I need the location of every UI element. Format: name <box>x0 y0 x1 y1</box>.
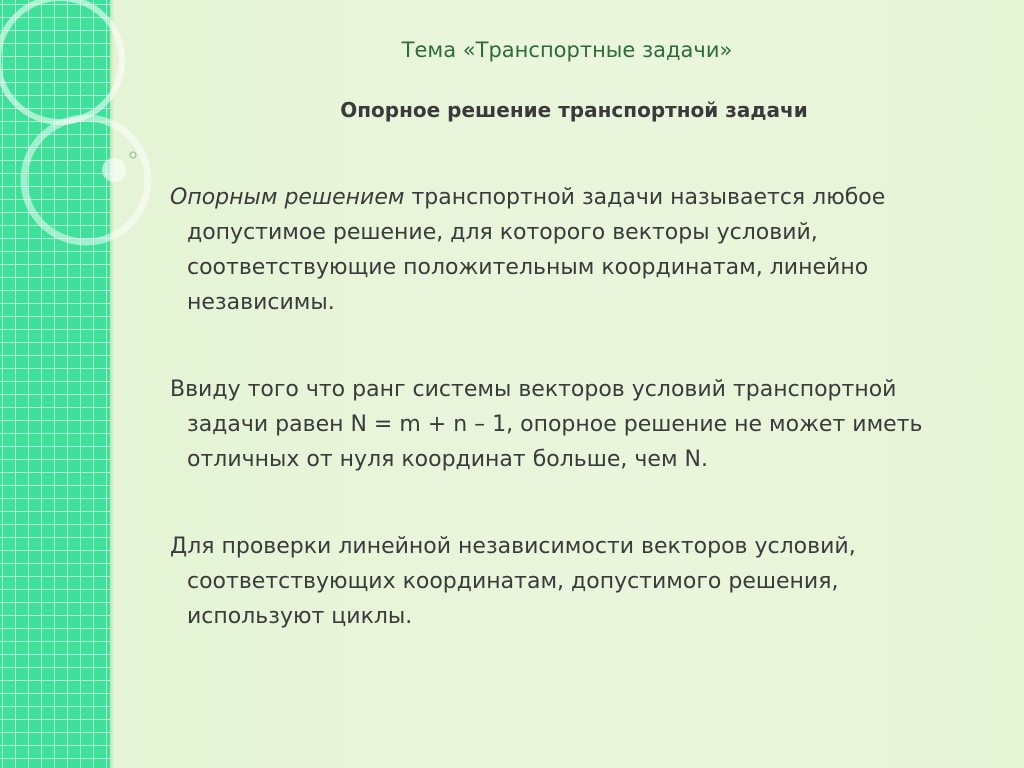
slide-title: Тема «Транспортные задачи» <box>401 38 733 62</box>
paragraph-rank <box>170 372 970 477</box>
tiny-ring <box>130 152 136 158</box>
small-arc-circle <box>24 118 148 242</box>
slide-subtitle: Опорное решение транспортной задачи <box>340 98 808 122</box>
paragraph-text: Для проверки линейной независимости векторов условий, соответствующих координатам, допустимого решения, используют циклы. <box>170 534 856 629</box>
italic-lead: Опорным решением <box>170 185 405 210</box>
paragraph-definition <box>170 180 970 320</box>
paragraph-text: Ввиду того что ранг системы векторов условий транспортной задачи равен N = m + n – 1, опорное решение не может иметь отличных от нуля координат больше, чем N. <box>170 377 923 472</box>
paragraph-text: транспортной задачи называется любое допустимое решение, для которого векторы условий, соответствующие положительным координатам, линейно независимы. <box>187 185 886 315</box>
slide-content <box>170 180 970 686</box>
paragraph-cycles <box>170 529 970 634</box>
glow-dot <box>102 158 126 182</box>
